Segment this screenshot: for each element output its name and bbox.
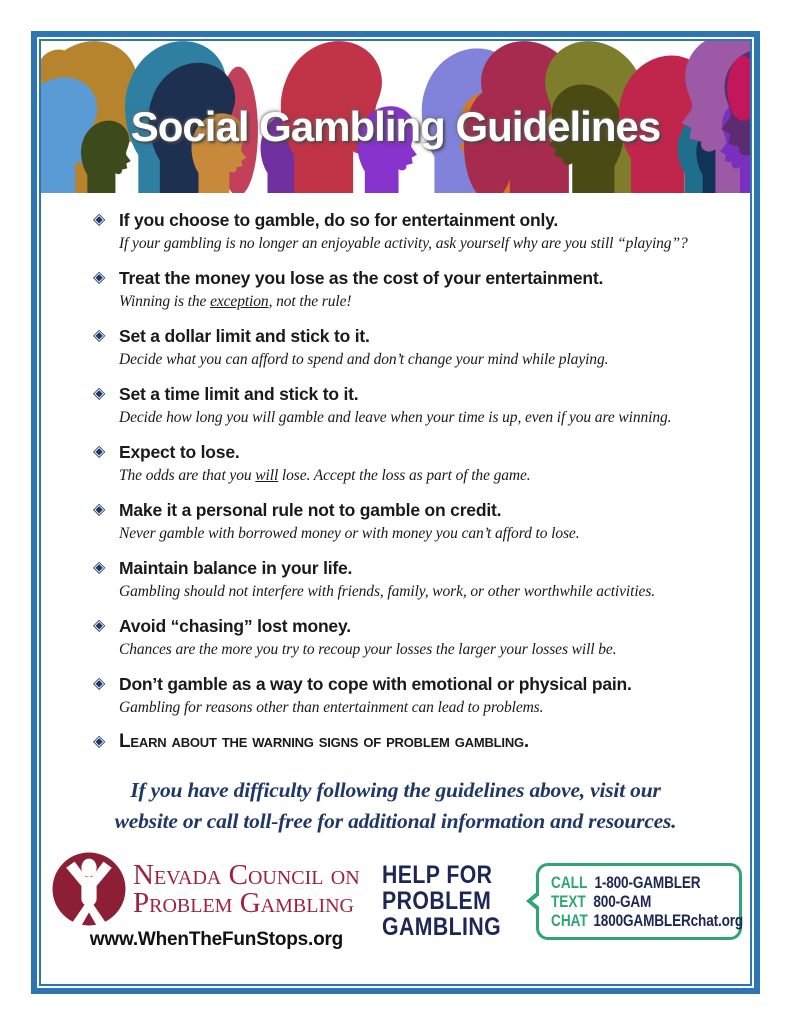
call-label: CALL xyxy=(551,872,588,892)
diamond-bullet-icon: ◈ xyxy=(93,443,106,460)
guideline-subtext: Chances are the more you try to recoup your losses the larger your losses will be. xyxy=(119,641,617,658)
diamond-bullet-icon: ◈ xyxy=(93,733,106,750)
guideline-item xyxy=(93,673,732,718)
guideline-item xyxy=(93,441,732,486)
org-name-line1: Nevada Council on xyxy=(133,859,360,891)
guideline-item xyxy=(93,325,732,370)
org-block xyxy=(51,851,382,951)
guideline-heading: If you choose to gamble, do so for entertainment only. xyxy=(119,210,559,230)
call-number: 1-800-GAMBLER xyxy=(594,872,701,892)
contact-speech-bubble xyxy=(536,863,742,940)
help-line2: PROBLEM xyxy=(381,887,492,915)
diamond-bullet-icon: ◈ xyxy=(93,675,106,692)
guideline-subtext: Gambling for reasons other than entertainment can lead to problems. xyxy=(119,699,544,716)
org-name xyxy=(133,861,360,917)
guideline-heading: Expect to lose. xyxy=(119,442,240,462)
guideline-item xyxy=(93,209,732,254)
guideline-item xyxy=(93,615,732,660)
diamond-bullet-icon: ◈ xyxy=(93,211,106,228)
help-line3: GAMBLING xyxy=(381,913,501,941)
guideline-subtext: Never gamble with borrowed money or with money you can’t afford to lose. xyxy=(119,525,580,542)
guideline-item xyxy=(93,557,732,602)
chat-url: 1800GAMBLERchat.org xyxy=(593,910,744,930)
guideline-item xyxy=(93,267,732,312)
guideline-subtext: If your gambling is no longer an enjoyable activity, ask yourself why are you still “playing”? xyxy=(119,235,688,252)
contact-row-text xyxy=(551,892,731,911)
guideline-heading: Maintain balance in your life. xyxy=(119,558,353,578)
help-message-line1: If you have difficulty following the guidelines above, visit our xyxy=(130,778,661,802)
help-block xyxy=(382,862,742,940)
guideline-heading: Don’t gamble as a way to cope with emotional or physical pain. xyxy=(119,674,632,694)
guideline-heading: Make it a personal rule not to gamble on credit. xyxy=(119,500,502,520)
guideline-heading: Learn about the warning signs of problem gambling. xyxy=(119,731,529,752)
help-for-problem-gambling-label xyxy=(382,862,501,940)
diamond-bullet-icon: ◈ xyxy=(93,617,106,634)
guideline-heading: Avoid “chasing” lost money. xyxy=(119,616,351,636)
help-line1: HELP FOR xyxy=(381,861,493,889)
page-border-inner xyxy=(39,39,752,986)
text-number: 800-GAM xyxy=(593,891,652,911)
diamond-bullet-icon: ◈ xyxy=(93,269,106,286)
guideline-subtext: The odds are that you will lose. Accept the loss as part of the game. xyxy=(119,467,531,484)
guideline-subtext: Decide what you can afford to spend and don’t change your mind while playing. xyxy=(119,351,609,368)
org-logo-person-arms-raised-icon xyxy=(51,851,127,927)
page-border-frame xyxy=(31,31,760,994)
text-label: TEXT xyxy=(551,891,586,911)
guideline-subtext: Winning is the exception, not the rule! xyxy=(119,293,352,310)
diamond-bullet-icon: ◈ xyxy=(93,385,106,402)
banner xyxy=(41,41,750,193)
footer xyxy=(41,851,750,951)
page-title: Social Gambling Guidelines xyxy=(130,103,661,150)
help-message-line2: website or call toll-free for additional information and resources. xyxy=(114,809,677,833)
guideline-heading: Treat the money you lose as the cost of your entertainment. xyxy=(119,268,604,288)
guideline-subtext: Decide how long you will gamble and leave when your time is up, even if you are winning. xyxy=(119,409,672,426)
guidelines-list xyxy=(41,193,750,753)
guideline-heading: Set a dollar limit and stick to it. xyxy=(119,326,370,346)
diamond-bullet-icon: ◈ xyxy=(93,501,106,518)
diamond-bullet-icon: ◈ xyxy=(93,559,106,576)
contact-row-call xyxy=(551,873,731,892)
diamond-bullet-icon: ◈ xyxy=(93,327,106,344)
contact-row-chat xyxy=(551,910,744,930)
guideline-item xyxy=(93,383,732,428)
guideline-item xyxy=(93,731,732,753)
guideline-subtext: Gambling should not interfere with friends, family, work, or other worthwhile activities. xyxy=(119,583,656,600)
org-name-line2: Problem Gambling xyxy=(133,887,354,919)
guideline-heading: Set a time limit and stick to it. xyxy=(119,384,359,404)
help-message xyxy=(41,775,750,837)
org-website-url: www.WhenTheFunStops.org xyxy=(89,929,344,950)
chat-label: CHAT xyxy=(551,910,588,930)
guideline-item xyxy=(93,499,732,544)
